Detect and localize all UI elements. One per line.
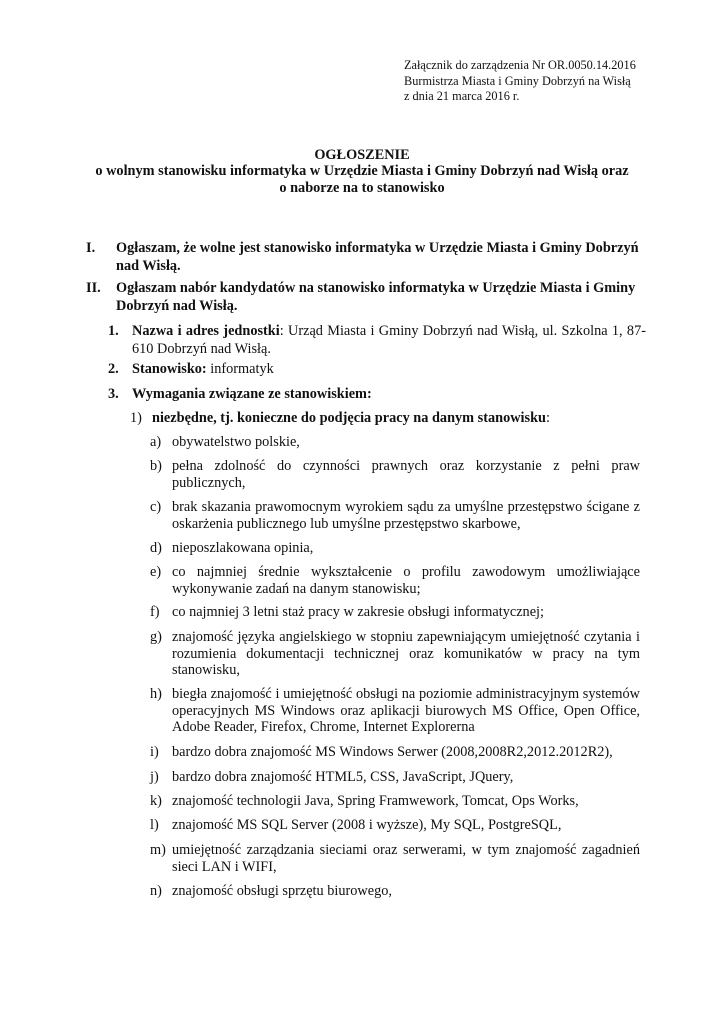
section-number: II. <box>86 280 101 296</box>
requirement-text: znajomość obsługi sprzętu biurowego, <box>172 883 392 899</box>
requirement-letter: j) <box>150 769 159 785</box>
item-text: : Urząd Miasta i Gminy Dobrzyń nad Wisłą, ul. Szkolna 1, 87-610 Dobrzyń nad Wisłą. <box>132 323 646 357</box>
requirement-letter: c) <box>150 499 162 515</box>
requirement-letter: b) <box>150 458 162 474</box>
requirement-item <box>150 883 640 900</box>
requirement-text: pełna zdolność do czynności prawnych oraz korzystanie z pełni praw publicznych, <box>172 458 640 491</box>
requirement-item <box>150 499 640 532</box>
requirement-letter: h) <box>150 686 162 702</box>
requirement-text: bardzo dobra znajomość MS Windows Serwer (2008,2008R2,2012.2012R2), <box>172 744 613 760</box>
requirement-letter: i) <box>150 744 159 760</box>
requirement-text: nieposzlakowana opinia, <box>172 540 314 556</box>
requirement-letter: m) <box>150 842 166 858</box>
requirement-item <box>150 540 640 557</box>
requirement-item <box>150 604 640 621</box>
section-text: Ogłaszam nabór kandydatów na stanowisko informatyka w Urzędzie Miasta i Gminy Dobrzyń nad Wisłą. <box>116 280 636 314</box>
subitem-essential <box>130 409 646 427</box>
requirement-text: znajomość MS SQL Server (2008 i wyższe), My SQL, PostgreSQL, <box>172 817 562 833</box>
requirement-text: znajomość technologii Java, Spring Framwework, Tomcat, Ops Works, <box>172 793 579 809</box>
section-II <box>86 279 646 315</box>
title-line: o naborze na to stanowisko <box>279 179 445 196</box>
requirement-text: co najmniej średnie wykształcenie o profilu zawodowym umożliwiające wykonywanie zadań na danym stanowisku; <box>172 564 640 597</box>
item-requirements <box>108 385 646 403</box>
item-position <box>108 360 646 378</box>
requirement-letter: n) <box>150 883 162 899</box>
document-title <box>60 147 664 196</box>
requirement-item <box>150 434 640 451</box>
requirement-letter: d) <box>150 540 162 556</box>
requirement-item <box>150 793 640 810</box>
section-text: Ogłaszam, że wolne jest stanowisko informatyka w Urzędzie Miasta i Gminy Dobrzyń nad Wisłą. <box>116 240 639 274</box>
requirement-letter: g) <box>150 629 162 645</box>
requirement-item <box>150 458 640 491</box>
requirement-item <box>150 744 640 761</box>
requirement-text: co najmniej 3 letni staż pracy w zakresie obsługi informatycznej; <box>172 604 544 620</box>
item-label: Stanowisko: <box>132 361 207 377</box>
requirement-item <box>150 842 640 875</box>
item-text: informatyk <box>206 361 274 377</box>
requirement-item <box>150 817 640 834</box>
section-number: I. <box>86 240 96 256</box>
requirement-item <box>150 769 640 786</box>
requirement-letter: l) <box>150 817 159 833</box>
requirement-item <box>150 564 640 597</box>
attachment-note-line: Załącznik do zarządzenia Nr OR.0050.14.2016 <box>404 58 636 72</box>
requirement-text: bardzo dobra znajomość HTML5, CSS, JavaScript, JQuery, <box>172 769 514 785</box>
item-label: Nazwa i adres jednostki <box>132 323 280 339</box>
title-line: o wolnym stanowisku informatyka w Urzędzie Miasta i Gminy Dobrzyń nad Wisłą oraz <box>95 163 629 180</box>
attachment-note-line: Burmistrza Miasta i Gminy Dobrzyń na Wisłą <box>404 73 631 88</box>
subitem-label: niezbędne, tj. konieczne do podjęcia pracy na danym stanowisku <box>152 410 546 426</box>
item-label: Wymagania związane ze stanowiskiem: <box>132 386 372 402</box>
requirement-letter: a) <box>150 434 162 450</box>
requirement-text: znajomość języka angielskiego w stopniu zapewniającym umiejętność czytania i rozumienia dokumentacji technicznej oraz komunikatów w pracy na tym stanowisku, <box>172 629 640 679</box>
item-unit-name <box>108 322 646 358</box>
attachment-note-line: z dnia 21 marca 2016 r. <box>404 89 520 103</box>
section-I <box>86 239 646 275</box>
subitem-number: 1) <box>130 410 142 426</box>
requirement-text: umiejętność zarządzania sieciami oraz serwerami, w tym znajomość zagadnień sieci LAN i WIFI, <box>172 842 640 875</box>
requirement-text: biegła znajomość i umiejętność obsługi na poziomie administracyjnym systemów operacyjnych MS Windows oraz aplikacji biurowych MS Office, Open Office, Adobe Reader, Firefox, Chrome, Internet Explorerna <box>172 686 640 736</box>
requirement-letter: f) <box>150 604 160 620</box>
requirement-text: brak skazania prawomocnym wyrokiem sądu za umyślne przestępstwo ścigane z oskarżenia publicznego lub umyślne przestępstwo skarbowe, <box>172 499 640 532</box>
item-number: 1. <box>108 323 119 339</box>
item-number: 2. <box>108 361 119 377</box>
requirement-text: obywatelstwo polskie, <box>172 434 300 450</box>
item-number: 3. <box>108 386 119 402</box>
subitem-suffix: : <box>546 410 550 426</box>
title-heading: OGŁOSZENIE <box>314 147 410 163</box>
requirement-letter: k) <box>150 793 162 809</box>
attachment-note <box>404 58 704 105</box>
requirement-letter: e) <box>150 564 162 580</box>
requirement-item <box>150 629 640 679</box>
requirement-item <box>150 686 640 736</box>
